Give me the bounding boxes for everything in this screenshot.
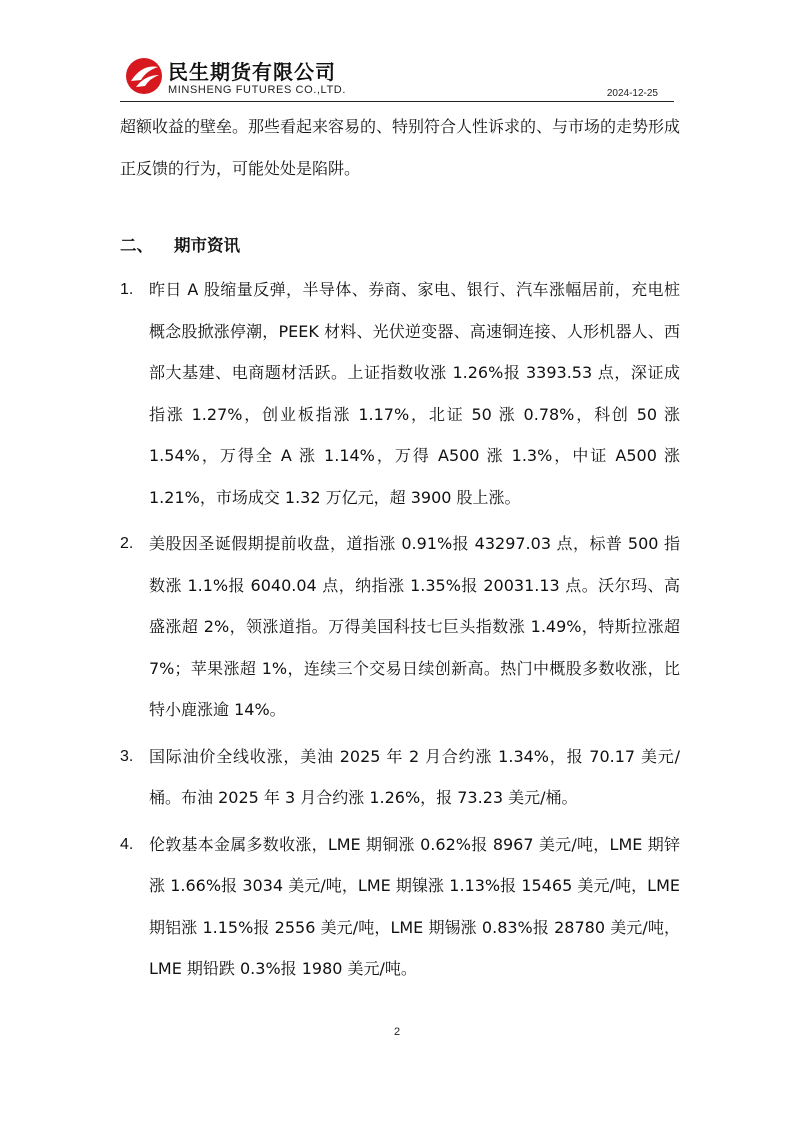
list-item-number: 1. [120,281,134,298]
page-header [120,52,674,102]
section-heading [120,225,680,266]
company-name-en: MINSHENG FUTURES CO.,LTD. [168,84,346,96]
list-item-number: 3. [120,747,134,765]
list-item-number: 4. [120,835,134,853]
page-number: 2 [393,1026,401,1038]
list-item [120,736,680,819]
list-item [120,523,680,731]
news-list [120,269,680,990]
list-item-text: 伦敦基本金属多数收涨，LME 期铜涨 0.62%报 8967 美元/吨，LME 期锌涨 1.66%报 3034 美元/吨，LME 期镍涨 1.13%报 15465 美元/吨，LME 期铝涨 1.15%报 2556 美元/吨，LME 期锡涨 0.83%报 28780 美元/吨，LME 期铅跌 0.3%报 1980 美元/吨。 [149,834,680,978]
list-item-text: 昨日 A 股缩量反弹，半导体、券商、家电、银行、汽车涨幅居前，充电桩概念股掀涨停潮，PEEK 材料、光伏逆变器、高速铜连接、人形机器人、西部大基建、电商题材活跃。上证指数收涨 1.26%报 3393.53 点，深证成指涨 1.27%，创业板指涨 1.17%，北证 50 涨 0.78%，科创 50 涨 1.54%，万得全 A 涨 1.14%，万得 A500 涨 1.3%，中证 A500 涨 1.21%，市场成交 1.32 万亿元，超 3900 股上涨。 [149,280,680,507]
company-logo-icon [124,56,164,96]
list-item [120,824,680,990]
company-name-cn: 民生期货有限公司 [168,60,336,84]
section-title: 期市资讯 [174,236,240,255]
list-item [120,269,680,518]
list-item-text: 国际油价全线收涨，美油 2025 年 2 月合约涨 1.34%，报 70.17 美元/桶。布油 2025 年 3 月合约涨 1.26%，报 73.23 美元/桶。 [149,746,680,807]
list-item-text: 美股因圣诞假期提前收盘，道指涨 0.91%报 43297.03 点，标普 500 指数涨 1.1%报 6040.04 点，纳指涨 1.35%报 20031.13 点。沃尔玛、高盛涨超 2%，领涨道指。万得美国科技七巨头指数涨 1.49%，特斯拉涨超 7%；苹果涨超 1%，连续三个交易日续创新高。热门中概股多数收涨，比特小鹿涨逾 14%。 [149,534,680,719]
report-date: 2024-12-25 [606,88,658,99]
list-item-number: 2. [120,535,134,552]
section-number: 二、 [120,236,153,255]
page-content [120,106,680,995]
intro-paragraph: 超额收益的壁垒。那些看起来容易的、特别符合人性诉求的、与市场的走势形成正反馈的行为，可能处处是陷阱。 [120,117,681,178]
